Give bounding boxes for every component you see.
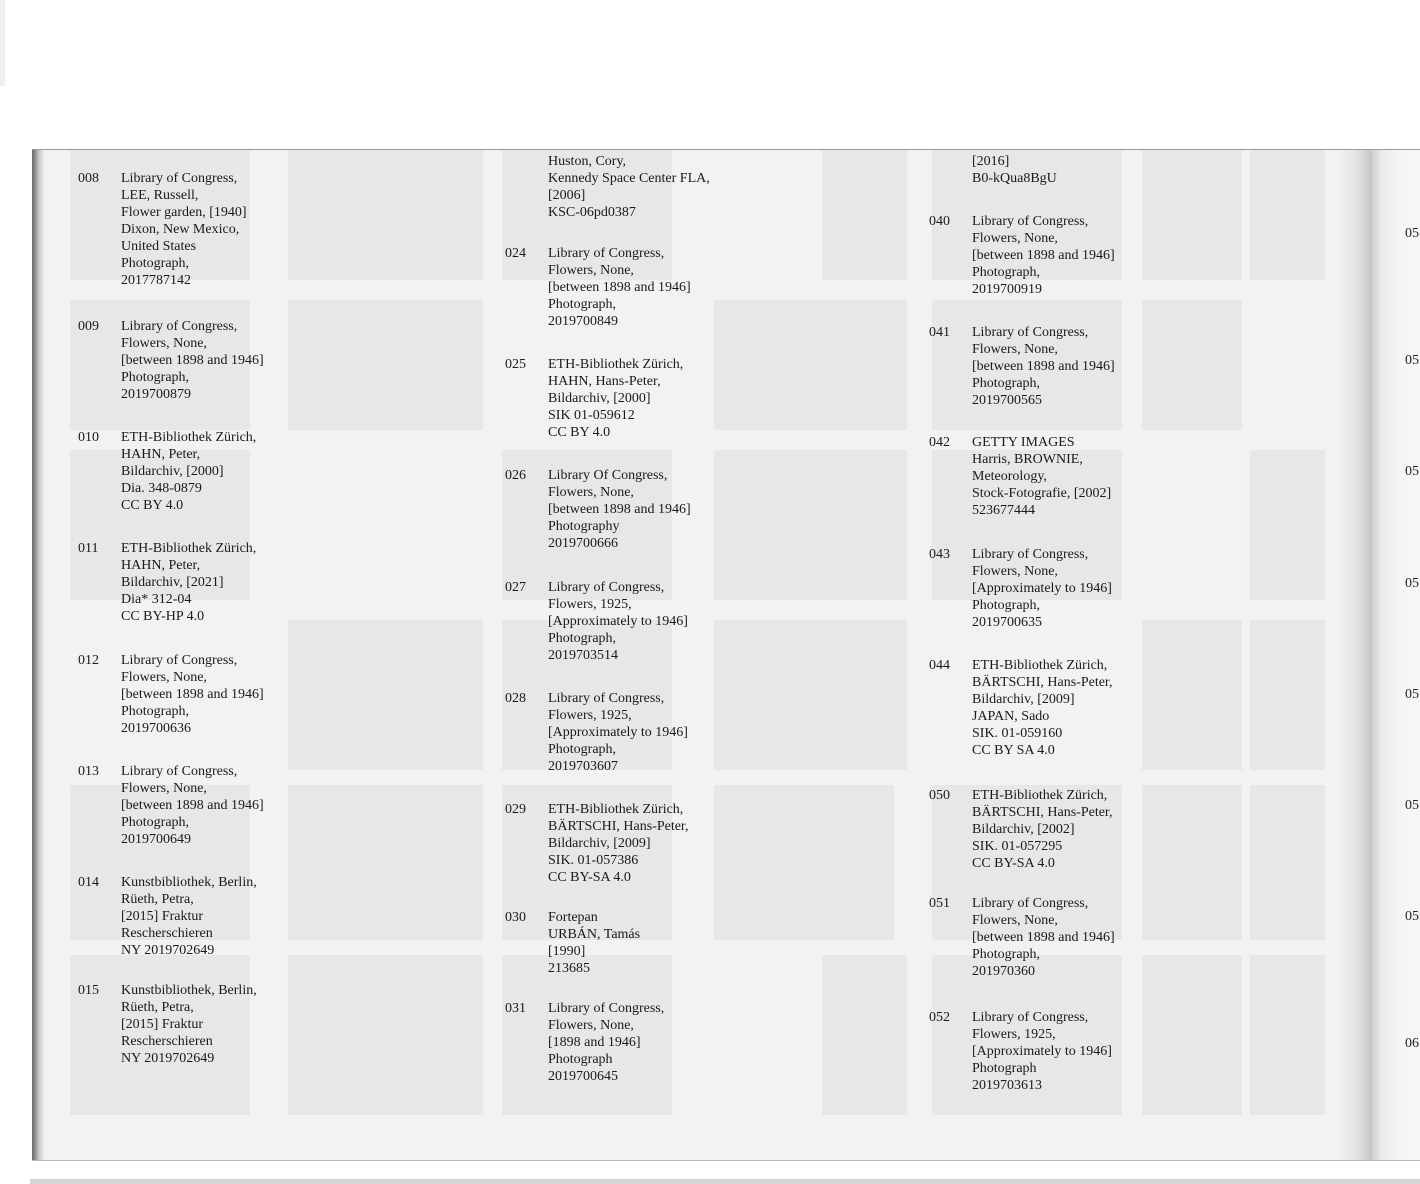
- show-through-image-block: [822, 620, 907, 770]
- next-page-entry-number: 05: [1405, 226, 1419, 241]
- entry-line: HAHN, Hans-Peter,: [548, 374, 661, 389]
- entry-line: Library of Congress,: [972, 214, 1089, 229]
- entry-line: 2019700645: [548, 1069, 618, 1084]
- show-through-image-block: [288, 955, 483, 1115]
- entry-line: Library of Congress,: [548, 691, 665, 706]
- entry-line: 2017787142: [121, 273, 191, 288]
- entry-text: [548, 153, 710, 221]
- entry-number: 052: [929, 1010, 950, 1025]
- entry-number: 008: [78, 171, 99, 186]
- entry-line: Photograph: [548, 1052, 613, 1067]
- entry-number: 029: [505, 802, 526, 817]
- entry-text: [972, 787, 1113, 872]
- entry-line: Flower garden, [1940]: [121, 205, 247, 220]
- entry-line: Photograph,: [548, 631, 617, 646]
- entry-number: 030: [505, 910, 526, 925]
- entry-line: Harris, BROWNIE,: [972, 452, 1083, 467]
- entry-line: 2019700635: [972, 615, 1042, 630]
- entry-line: ETH-Bibliothek Zürich,: [972, 788, 1108, 803]
- show-through-image-block: [822, 955, 907, 1115]
- entry-line: Photograph,: [121, 704, 190, 719]
- show-through-image-block: [1142, 300, 1242, 430]
- entry-line: United States: [121, 239, 197, 254]
- entry-line: NY 2019702649: [121, 1051, 215, 1066]
- entry-line: [between 1898 and 1946]: [972, 359, 1115, 374]
- entry-line: SIK. 01-059160: [972, 726, 1063, 741]
- entry-text: [121, 763, 264, 848]
- entry-line: CC BY 4.0: [548, 425, 611, 440]
- entry-number: 011: [78, 541, 99, 556]
- entry-line: Flowers, None,: [548, 1018, 634, 1033]
- entry-line: 2019700666: [548, 536, 618, 551]
- entry-line: ETH-Bibliothek Zürich,: [548, 357, 684, 372]
- entry-line: Bildarchiv, [2000]: [121, 464, 224, 479]
- entry-text: [548, 909, 640, 977]
- entry-line: [between 1898 and 1946]: [121, 353, 264, 368]
- entry-line: [between 1898 and 1946]: [548, 502, 691, 517]
- entry-line: Library of Congress,: [548, 246, 665, 261]
- page-gutter-shadow: [1338, 150, 1372, 1160]
- entry-line: Photograph,: [121, 815, 190, 830]
- entry-number: 050: [929, 788, 950, 803]
- entry-text: [972, 434, 1111, 519]
- entry-line: Dia. 348-0879: [121, 481, 202, 496]
- entry-line: [between 1898 and 1946]: [121, 687, 264, 702]
- entry-line: ETH-Bibliothek Zürich,: [972, 658, 1108, 673]
- entry-number: 031: [505, 1001, 526, 1016]
- entry-line: HAHN, Peter,: [121, 447, 201, 462]
- entry-line: Rüeth, Petra,: [121, 1000, 194, 1015]
- entry-line: ETH-Bibliothek Zürich,: [548, 802, 684, 817]
- entry-number: 043: [929, 547, 950, 562]
- entry-line: Bildarchiv, [2021]: [121, 575, 224, 590]
- entry-line: Dixon, New Mexico,: [121, 222, 240, 237]
- entry-line: Bildarchiv, [2009]: [548, 836, 651, 851]
- entry-line: Stock-Fotografie, [2002]: [972, 486, 1112, 501]
- entry-text: [972, 546, 1112, 631]
- entry-line: Rescherschieren: [121, 926, 213, 941]
- entry-line: SIK. 01-057295: [972, 839, 1063, 854]
- entry-number: 044: [929, 658, 950, 673]
- entry-line: Flowers, None,: [972, 231, 1058, 246]
- entry-text: [972, 153, 1057, 187]
- show-through-image-block: [1142, 785, 1242, 940]
- entry-text: [972, 1009, 1112, 1094]
- entry-line: Library of Congress,: [121, 764, 238, 779]
- entry-line: HAHN, Peter,: [121, 558, 201, 573]
- entry-line: SIK 01-059612: [548, 408, 635, 423]
- entry-text: [972, 213, 1115, 298]
- entry-line: Library of Congress,: [121, 171, 238, 186]
- entry-line: SIK. 01-057386: [548, 853, 639, 868]
- entry-number: 009: [78, 319, 99, 334]
- show-through-image-block: [288, 300, 483, 430]
- show-through-image-block: [1250, 955, 1325, 1115]
- entry-number: 042: [929, 435, 950, 450]
- entry-line: Kennedy Space Center FLA,: [548, 171, 710, 186]
- entry-line: Library of Congress,: [972, 547, 1089, 562]
- entry-text: [548, 801, 689, 886]
- entry-line: 2019700849: [548, 314, 618, 329]
- entry-line: Photography: [548, 519, 620, 534]
- entry-line: Photograph,: [548, 742, 617, 757]
- entry-text: [121, 170, 247, 289]
- entry-line: Library of Congress,: [121, 319, 238, 334]
- show-through-image-block: [1142, 955, 1242, 1115]
- entry-line: B0-kQua8BgU: [972, 171, 1057, 186]
- entry-line: 2019700649: [121, 832, 191, 847]
- entry-text: [548, 245, 691, 330]
- next-page-entry-number: 05: [1405, 687, 1419, 702]
- entry-line: Library of Congress,: [972, 1010, 1089, 1025]
- entry-line: URBÁN, Tamás: [548, 927, 641, 942]
- entry-number: 028: [505, 691, 526, 706]
- entry-line: [Approximately to 1946]: [972, 581, 1112, 596]
- entry-line: 201970360: [972, 964, 1035, 979]
- entry-line: CC BY-HP 4.0: [121, 609, 205, 624]
- entry-line: 2019703613: [972, 1078, 1042, 1093]
- entry-text: [548, 579, 688, 664]
- entry-number: 014: [78, 875, 99, 890]
- entry-line: 523677444: [972, 503, 1035, 518]
- entry-number: 040: [929, 214, 950, 229]
- entry-line: Library of Congress,: [972, 325, 1089, 340]
- entry-line: [Approximately to 1946]: [548, 725, 688, 740]
- show-through-image-block: [822, 450, 907, 600]
- entry-line: CC BY-SA 4.0: [972, 856, 1055, 871]
- entry-number: 010: [78, 430, 99, 445]
- entry-line: Library of Congress,: [972, 896, 1089, 911]
- entry-line: Photograph,: [121, 256, 190, 271]
- entry-number: 024: [505, 246, 526, 261]
- scan-edge-mark: [0, 0, 5, 86]
- entry-line: CC BY 4.0: [121, 498, 184, 513]
- entry-text: [972, 657, 1113, 759]
- entry-line: GETTY IMAGES: [972, 435, 1075, 450]
- entry-text: [548, 467, 691, 552]
- show-through-image-block: [1250, 450, 1325, 600]
- next-page-entry-number: 06: [1405, 1036, 1419, 1051]
- entry-number: 012: [78, 653, 99, 668]
- entry-line: Photograph,: [972, 376, 1041, 391]
- entry-number: 026: [505, 468, 526, 483]
- entry-text: [548, 356, 683, 441]
- entry-line: Photograph,: [972, 598, 1041, 613]
- entry-line: KSC-06pd0387: [548, 205, 636, 220]
- entry-line: CC BY-SA 4.0: [548, 870, 631, 885]
- next-page-entry-number: 05: [1405, 353, 1419, 368]
- entry-line: Library Of Congress,: [548, 468, 668, 483]
- show-through-image-block: [1142, 150, 1242, 280]
- entry-line: 2019700636: [121, 721, 191, 736]
- entry-line: JAPAN, Sado: [972, 709, 1050, 724]
- entry-text: [121, 540, 256, 625]
- entry-line: Photograph: [972, 1061, 1037, 1076]
- next-page-entry-number: 05: [1405, 464, 1419, 479]
- entry-line: Flowers, None,: [972, 564, 1058, 579]
- next-page-entry-number: 05: [1405, 576, 1419, 591]
- show-through-image-block: [822, 300, 907, 430]
- entry-line: BÄRTSCHI, Hans-Peter,: [548, 819, 689, 834]
- show-through-image-block: [714, 785, 894, 940]
- entry-number: 041: [929, 325, 950, 340]
- entry-line: 2019700919: [972, 282, 1042, 297]
- next-page-entry-number: 05: [1405, 798, 1419, 813]
- entry-line: Flowers, None,: [121, 336, 207, 351]
- entry-line: [2016]: [972, 154, 1010, 169]
- entry-line: Kunstbibliothek, Berlin,: [121, 983, 257, 998]
- entry-line: Meteorology,: [972, 469, 1047, 484]
- entry-line: Flowers, None,: [548, 263, 634, 278]
- entry-line: Library of Congress,: [121, 653, 238, 668]
- entry-line: [1898 and 1946]: [548, 1035, 641, 1050]
- show-through-image-block: [1250, 620, 1325, 770]
- entry-line: Fortepan: [548, 910, 598, 925]
- entry-line: Photograph,: [548, 297, 617, 312]
- entry-line: Flowers, None,: [972, 913, 1058, 928]
- entry-text: [121, 874, 257, 959]
- entry-line: Dia* 312-04: [121, 592, 192, 607]
- entry-text: [121, 318, 264, 403]
- entry-line: [1990]: [548, 944, 586, 959]
- entry-line: [2015] Fraktur: [121, 909, 204, 924]
- book-page: [32, 149, 1372, 1161]
- show-through-image-block: [288, 620, 483, 770]
- entry-text: [972, 324, 1115, 409]
- entry-line: [2015] Fraktur: [121, 1017, 204, 1032]
- entry-line: 2019700879: [121, 387, 191, 402]
- entry-text: [548, 1000, 664, 1085]
- entry-line: Rescherschieren: [121, 1034, 213, 1049]
- entry-line: NY 2019702649: [121, 943, 215, 958]
- entry-line: 2019703607: [548, 759, 618, 774]
- show-through-image-block: [1250, 785, 1325, 940]
- entry-number: 013: [78, 764, 99, 779]
- entry-line: CC BY SA 4.0: [972, 743, 1055, 758]
- entry-number: 025: [505, 357, 526, 372]
- entry-line: [between 1898 and 1946]: [972, 930, 1115, 945]
- entry-number: 015: [78, 983, 99, 998]
- page-binding-shadow: [32, 150, 44, 1160]
- show-through-image-block: [1250, 150, 1325, 280]
- entry-line: Library of Congress,: [548, 1001, 665, 1016]
- entry-line: Kunstbibliothek, Berlin,: [121, 875, 257, 890]
- entry-line: [2006]: [548, 188, 586, 203]
- entry-text: [121, 652, 264, 737]
- entry-line: Flowers, 1925,: [972, 1027, 1056, 1042]
- entry-line: Rüeth, Petra,: [121, 892, 194, 907]
- next-page-entry-number: 05: [1405, 909, 1419, 924]
- entry-line: Bildarchiv, [2000]: [548, 391, 651, 406]
- entry-text: [548, 690, 688, 775]
- entry-line: Flowers, 1925,: [548, 708, 632, 723]
- entry-line: Huston, Cory,: [548, 154, 627, 169]
- entry-line: [Approximately to 1946]: [548, 614, 688, 629]
- entry-line: [between 1898 and 1946]: [548, 280, 691, 295]
- next-page-edge: [1372, 149, 1420, 1161]
- entry-text: [121, 429, 256, 514]
- entry-line: 213685: [548, 961, 590, 976]
- entry-line: [Approximately to 1946]: [972, 1044, 1112, 1059]
- entry-line: Flowers, None,: [121, 670, 207, 685]
- entry-line: BÄRTSCHI, Hans-Peter,: [972, 805, 1113, 820]
- entry-line: ETH-Bibliothek Zürich,: [121, 430, 257, 445]
- entry-line: BÄRTSCHI, Hans-Peter,: [972, 675, 1113, 690]
- entry-line: Library of Congress,: [548, 580, 665, 595]
- entry-line: Photograph,: [121, 370, 190, 385]
- entry-line: 2019703514: [548, 648, 618, 663]
- entry-number: 027: [505, 580, 526, 595]
- entry-line: Photograph,: [972, 265, 1041, 280]
- entry-text: [121, 982, 257, 1067]
- entry-line: LEE, Russell,: [121, 188, 199, 203]
- entry-line: ETH-Bibliothek Zürich,: [121, 541, 257, 556]
- show-through-image-block: [288, 785, 483, 940]
- entry-line: Bildarchiv, [2009]: [972, 692, 1075, 707]
- entry-line: Photograph,: [972, 947, 1041, 962]
- bottom-edge-line: [30, 1179, 1420, 1184]
- entry-line: Flowers, 1925,: [548, 597, 632, 612]
- entry-line: Flowers, None,: [972, 342, 1058, 357]
- entry-line: [between 1898 and 1946]: [972, 248, 1115, 263]
- entry-line: [between 1898 and 1946]: [121, 798, 264, 813]
- entry-line: Bildarchiv, [2002]: [972, 822, 1075, 837]
- entry-text: [972, 895, 1115, 980]
- show-through-image-block: [1142, 620, 1242, 770]
- entry-line: 2019700565: [972, 393, 1042, 408]
- entry-line: Flowers, None,: [548, 485, 634, 500]
- entry-number: 051: [929, 896, 950, 911]
- show-through-image-block: [288, 150, 483, 280]
- entry-line: Flowers, None,: [121, 781, 207, 796]
- show-through-image-block: [822, 150, 907, 280]
